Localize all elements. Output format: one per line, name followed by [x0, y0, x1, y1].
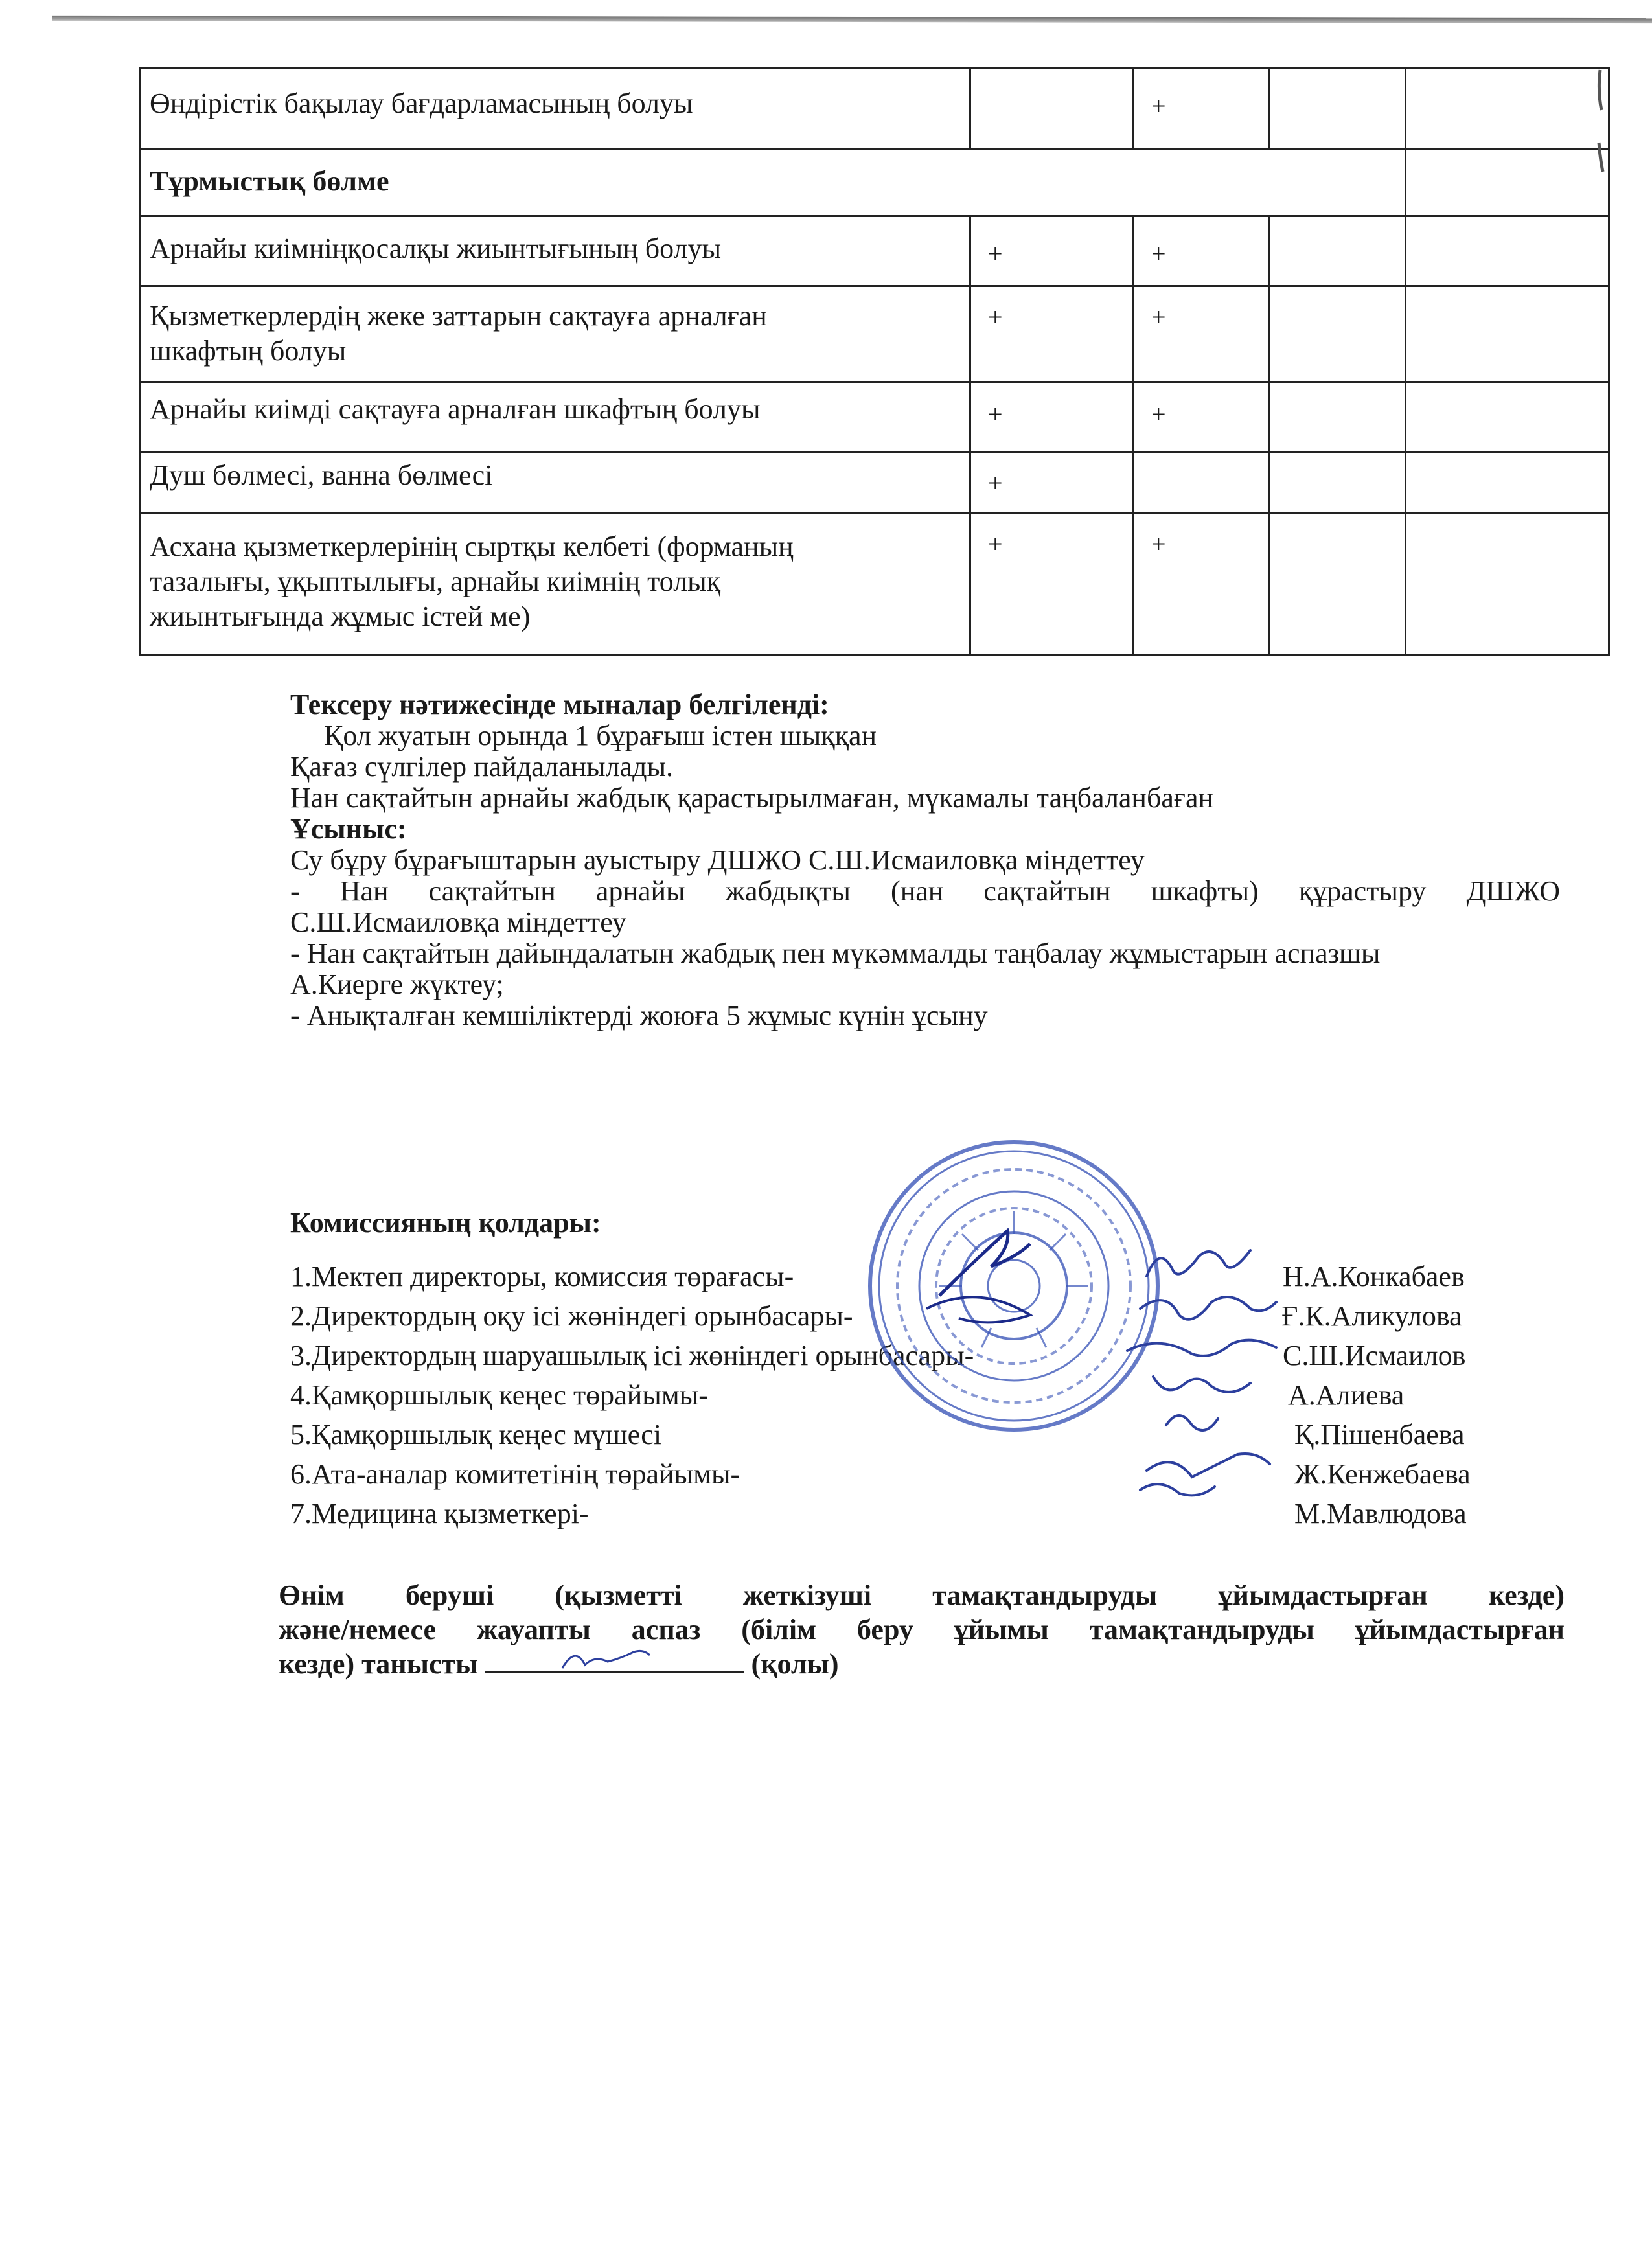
- table-cell-mark: [1406, 513, 1609, 656]
- mark: +: [988, 468, 1003, 498]
- finding-item: Қағаз сүлгілер пайдаланылады.: [290, 751, 674, 783]
- mark: +: [988, 529, 1003, 558]
- table-row: [140, 513, 1609, 656]
- findings-heading: Тексеру нәтижесінде мыналар белгіленді:: [290, 689, 829, 720]
- row-label: Асхана қызметкерлерінің сыртқы келбеті (форманың: [150, 531, 794, 562]
- signatory-role: 3.Директордың шаруашылық ісі жөніндегі орынбасары-: [290, 1340, 974, 1371]
- row-label: жиынтығында жұмыс істей ме): [150, 601, 531, 632]
- table-row: [140, 382, 1609, 452]
- table-cell-mark: [1270, 216, 1406, 286]
- row-label: Душ бөлмесі, ванна бөлмесі: [150, 459, 493, 491]
- table-cell-label: [140, 382, 970, 452]
- proposal-line: А.Киерге жүктеу;: [290, 968, 504, 1000]
- row-label: Өндірістік бақылау бағдарламасының болуы: [150, 87, 693, 119]
- section-heading: [140, 149, 1406, 216]
- table-cell-mark: [970, 382, 1134, 452]
- checklist-table: [139, 67, 1610, 656]
- proposal-line: Су бұру бұрағыштарын ауыстыру ДШЖО С.Ш.Исмаиловқа міндеттеу: [290, 844, 1145, 876]
- mark: +: [1151, 91, 1166, 120]
- table-cell-mark: [1134, 216, 1270, 286]
- acknowledgement-line: және/немесе жауапты аспаз (білім беру ұйымы тамақтандыруды ұйымдастырған: [279, 1614, 1565, 1645]
- signatory-name: А.Алиева: [1288, 1379, 1405, 1411]
- table-row: [140, 286, 1609, 382]
- signatory-name: С.Ш.Исмаилов: [1283, 1340, 1466, 1371]
- table-cell-mark: [1134, 69, 1270, 149]
- acknowledgement-text: кезде) танысты: [279, 1648, 478, 1680]
- table-cell-mark: [970, 513, 1134, 656]
- handwritten-signatures: [1101, 1231, 1296, 1542]
- row-label: тазалығы, ұқыптылығы, арнайы киімнің толық: [150, 566, 721, 597]
- commission-heading: Комиссияның қолдары:: [290, 1207, 601, 1239]
- table-cell-mark: [1406, 286, 1609, 382]
- signatory-role: 5.Қамқоршылық кеңес мүшесі: [290, 1419, 662, 1450]
- signatory-row: [290, 1494, 1508, 1533]
- table-cell-mark: [970, 286, 1134, 382]
- table-cell-label: [140, 452, 970, 513]
- proposal-line: - Анықталған кемшіліктерді жоюға 5 жұмыс күнін ұсыну: [290, 1000, 988, 1031]
- proposal-line: С.Ш.Исмаиловқа міндеттеу: [290, 906, 626, 938]
- signatory-role: 4.Қамқоршылық кеңес төрайымы-: [290, 1379, 708, 1411]
- finding-item: Нан сақтайтын арнайы жабдық қарастырылмаған, мүкамалы таңбаланбаған: [290, 782, 1214, 814]
- scan-edge-line: [52, 16, 1652, 23]
- table-cell-mark: [1406, 452, 1609, 513]
- acknowledgement-paragraph: [279, 1578, 1565, 1681]
- mark: +: [988, 239, 1003, 268]
- table-cell-label: [140, 216, 970, 286]
- proposal-line: - Нан сақтайтын арнайы жабдықты (нан сақтайтын шкафты) құрастыру ДШЖО: [290, 875, 1560, 907]
- mark: +: [1151, 239, 1166, 268]
- table-cell-label: [140, 513, 970, 656]
- acknowledgement-line: [279, 1647, 1565, 1681]
- proposal-heading: Ұсыныс:: [290, 813, 407, 845]
- table-cell-mark: [970, 452, 1134, 513]
- table-row: [140, 452, 1609, 513]
- table-cell-mark: [1270, 452, 1406, 513]
- table-cell-mark: [1134, 382, 1270, 452]
- signatory-role: 7.Медицина қызметкері-: [290, 1498, 589, 1529]
- findings-section: [290, 689, 1560, 1031]
- table-row-section: [140, 149, 1609, 216]
- mark: +: [988, 400, 1003, 429]
- row-label: Арнайы киімніңқосалқы жиынтығының болуы: [150, 233, 722, 264]
- row-label: Арнайы киімді сақтауға арналған шкафтың болуы: [150, 393, 761, 425]
- table-cell-mark: [1270, 513, 1406, 656]
- table-cell-mark: [1270, 286, 1406, 382]
- proposal-line: - Нан сақтайтын дайындалатын жабдық пен мүкәммалды таңбалау жұмыстарын аспазшы: [290, 937, 1381, 969]
- mark: +: [1151, 400, 1166, 429]
- margin-pen-marks: [1586, 65, 1612, 175]
- table-cell-mark: [1406, 69, 1609, 149]
- table-cell-mark: [1134, 286, 1270, 382]
- signatory-role: 2.Директордың оқу ісі жөніндегі орынбасары-: [290, 1300, 853, 1332]
- cook-signature: [556, 1642, 653, 1675]
- signatory-role: 1.Мектеп директоры, комиссия төрағасы-: [290, 1261, 794, 1292]
- table-cell-mark: [1134, 452, 1270, 513]
- table-cell-mark: [1270, 382, 1406, 452]
- table-cell-mark: [970, 69, 1134, 149]
- signatory-role: 6.Ата-аналар комитетінің төрайымы-: [290, 1458, 740, 1490]
- signatory-name: Н.А.Конкабаев: [1283, 1261, 1465, 1292]
- signatory-name: Ғ.К.Аликулова: [1281, 1300, 1462, 1332]
- signatory-name: Ж.Кенжебаева: [1294, 1458, 1471, 1490]
- finding-item: Қол жуатын орында 1 бұрағыш істен шыққан: [324, 720, 877, 751]
- acknowledgement-line: Өнім беруші (қызметті жеткізуші тамақтандыруды ұйымдастырған кезде): [279, 1579, 1565, 1611]
- section-title: Тұрмыстық бөлме: [150, 165, 389, 197]
- table-cell-label: [140, 69, 970, 149]
- table-row: [140, 216, 1609, 286]
- table-cell-label: [140, 286, 970, 382]
- table-cell-mark: [1406, 216, 1609, 286]
- table-cell-mark: [1134, 513, 1270, 656]
- table-cell-mark: [1270, 69, 1406, 149]
- mark: +: [1151, 303, 1166, 332]
- table-cell-mark: [970, 216, 1134, 286]
- signatory-row: [290, 1454, 1508, 1494]
- mark: +: [988, 303, 1003, 332]
- table-cell-mark: [1406, 149, 1609, 216]
- acknowledgement-text: (қолы): [751, 1648, 839, 1680]
- table-cell-mark: [1406, 382, 1609, 452]
- table-row: [140, 69, 1609, 149]
- signatory-name: М.Мавлюдова: [1294, 1498, 1467, 1529]
- row-label: Қызметкерлердің жеке заттарын сақтауға арналған: [150, 300, 767, 332]
- signatory-name: Қ.Пішенбаева: [1294, 1419, 1465, 1450]
- signature-line: [485, 1647, 744, 1673]
- mark: +: [1151, 529, 1166, 558]
- row-label: шкафтың болуы: [150, 335, 347, 367]
